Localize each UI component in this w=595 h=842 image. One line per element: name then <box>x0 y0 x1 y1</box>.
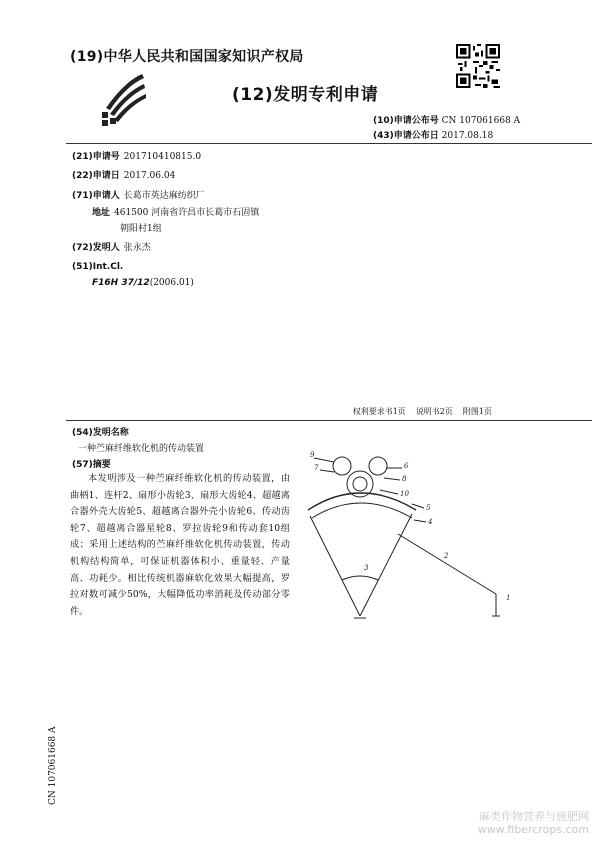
address-label: 地址 <box>92 208 111 218</box>
figure-label-6: 6 <box>404 462 409 470</box>
filing-date-label: (22)申请日 <box>72 171 120 181</box>
int-cl <box>72 262 123 272</box>
office-name: (19)中华人民共和国国家知识产权局 <box>70 49 304 65</box>
claims-pages: 权利要求书1页 <box>352 407 406 416</box>
gear-right <box>369 457 387 475</box>
application-number-label: (21)申请号 <box>72 152 120 162</box>
publication-number <box>373 113 520 126</box>
watermark-line-1: 麻类作物营养与施肥网 <box>479 810 589 823</box>
watermark-line-2: www.fibercrops.com <box>477 823 589 836</box>
sector-edge-left <box>310 516 360 616</box>
qr-code-icon <box>456 44 500 88</box>
applicant <box>72 188 205 201</box>
sidebar-publication-number: CN 107061668 A <box>48 726 58 805</box>
header-divider <box>66 143 592 144</box>
address <box>92 205 259 218</box>
pages-divider <box>66 420 592 421</box>
figure-label-2: 2 <box>444 552 449 560</box>
invention-title-label: (54)发明名称 <box>72 428 129 438</box>
application-number <box>72 149 201 162</box>
description-pages: 说明书2页 <box>415 407 453 416</box>
connecting-rod <box>398 534 496 594</box>
figure-label-5: 5 <box>426 504 431 512</box>
publication-date-value: 2017.08.18 <box>441 131 494 141</box>
address-line-1: 461500 河南省许昌市长葛市石固镇 <box>114 208 260 218</box>
large-sector-inner-arc <box>312 503 412 518</box>
document-type: (12)发明专利申请 <box>232 85 379 105</box>
int-cl-version: (2006.01) <box>149 278 194 288</box>
invention-title: 一种苎麻纤维软化机的传动装置 <box>78 444 205 454</box>
address-line-2: 朝阳村1组 <box>120 224 162 234</box>
applicant-value: 长葛市英达麻纺织厂 <box>123 191 205 201</box>
figure-label-3: 3 <box>364 564 369 572</box>
inventor <box>72 240 151 253</box>
abstract-heading <box>72 457 111 470</box>
abstract-label: (57)摘要 <box>72 460 111 470</box>
inventor-label: (72)发明人 <box>72 243 120 253</box>
inventor-value: 张永杰 <box>123 243 151 253</box>
figure-label-10: 10 <box>400 490 409 498</box>
int-cl-entry <box>92 278 194 288</box>
mechanism-drawing <box>294 444 524 624</box>
gear-left <box>333 457 351 475</box>
publication-date-label: (43)申请公布日 <box>373 131 439 141</box>
invention-title-heading <box>72 425 129 438</box>
abstract-text: 本发明涉及一种苎麻纤维软化机的传动装置，由曲柄1、连杆2、扇形小齿轮3、扇形大齿轮4、超越离合器外壳大齿轮5、超越离合器外壳小齿轮6、传动齿轮7、超越离合器星轮8、罗拉齿轮9和传动套10组成；采用上述结构的苎麻纤维软化机传动装置，传动机构结构简单，可保证机器体积小、重量轻、产量高、功耗少。相比传统机器麻软化效果大幅提高，罗拉对数可减少50%，大幅降低功率消耗及传动部分零件。 <box>70 473 290 617</box>
cnipa-emblem-icon <box>96 68 152 128</box>
drawings-pages: 附图1页 <box>462 407 492 416</box>
application-number-value: 201710410815.0 <box>123 152 202 162</box>
figure-label-4: 4 <box>428 518 433 526</box>
figure-label-7: 7 <box>314 464 319 472</box>
page-counts <box>343 406 492 417</box>
filing-date-value: 2017.06.04 <box>123 171 176 181</box>
figure-label-1: 1 <box>506 594 511 602</box>
figure-label-8: 8 <box>402 475 407 483</box>
int-cl-code: F16H 37/12 <box>92 278 150 288</box>
applicant-label: (71)申请人 <box>72 191 120 201</box>
filing-date <box>72 168 175 181</box>
small-sector-arc <box>342 576 378 580</box>
publication-number-value: CN 107061668 A <box>441 116 521 126</box>
int-cl-label: (51)Int.Cl. <box>72 262 124 272</box>
publication-number-label: (10)申请公布号 <box>373 116 439 126</box>
publication-date <box>373 128 493 141</box>
figure-label-9: 9 <box>310 451 315 459</box>
site-watermark <box>478 810 589 836</box>
